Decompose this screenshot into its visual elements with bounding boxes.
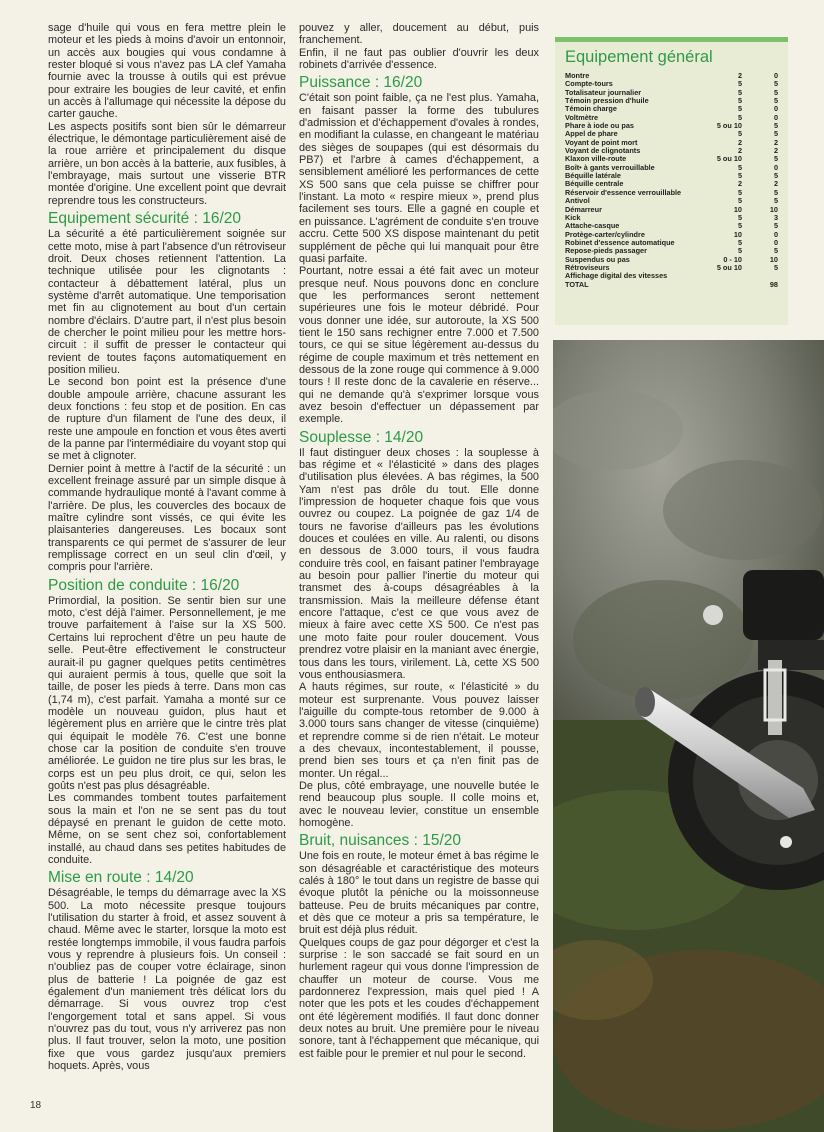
equipment-score: 10 [769,254,778,264]
equipment-max: 5 ou 10 [716,154,742,164]
paragraph: Il faut distinguer deux choses : la souplesse à bas régime et « l'élasticité » dans des plages d'utilisation plus élevées. A bas régimes, la 500 Yam n'est pas drôle du tout. Elle donne l'impression de hoqueter chaque fois que vous ouvrez ou coupez. La poignée de gaz 1/4 de tours ne favorise d'ailleurs pas les évolutions douces et coulées en ville. Au ralenti, ou disons en dessous de 3.000 tours, il vous faudra conduire très cool, en faisant patiner l'embrayage au besoin pour pallier l'inertie du moteur qui transmet des à-coups désagréables à la transmission. Mais la meilleure défense étant encore l'attaque, c'est ce que vous avez de mieux à faire avec cette XS 500. Ce n'est pas une moto faite pour rouler doucement. Vous prendrez votre plaisir en la maniant avec énergie, tous dans les tours, virilement. Là, cette XS 500 vous enthousiasmera. [299,446,539,681]
equipment-score: 0 [773,104,778,114]
article-column-left [48,22,286,1073]
equipment-row [565,272,778,280]
equipment-max: 5 [737,212,742,222]
page-number: 18 [30,1100,42,1111]
article-column-middle [299,22,539,1060]
equipment-label: Protège-carter/cylindre [565,230,645,239]
equipment-label: Antivol [565,197,590,206]
paragraph: La sécurité a été particulièrement soignée sur cette moto, mise à part l'absence d'un rétroviseur droit. Deux choses retiennent l'attention. La technique utilisée pour les clignotants : contacteur à débattement latéral, plus un système d'arrêt automatique. Une temporisation met fin au clignotement au bout d'un certain nombre d'éclairs. D'autre part, il n'est plus besoin de chercher le point milieu pour les mettre hors-circuit : il suffit de presser le contacteur qui revient de toutes façons automatiquement en position milieu. [48,228,286,376]
equipment-score: 5 [773,196,778,206]
equipment-max: 5 [737,187,742,197]
equipment-score: 5 [773,96,778,106]
equipment-max: 5 [737,196,742,206]
equipment-label: Voyant de clignotants [565,147,641,156]
equipment-label: Démarreur [565,205,602,214]
equipment-max: 5 [737,87,742,97]
equipment-label: Robinet d'essence automatique [565,238,675,247]
paragraph: Les aspects positifs sont bien sûr le démarreur électrique, le démontage particulièrement aisé de la roue arrière et principalement du disque arrière, un bon accès à la batterie, aux fusibles, à l'embrayage, mais surtout une visserie BTR montée d'origine. Une excellent point que devrait reprendre tous les constructeurs. [48,120,286,207]
equipment-max: 5 [737,221,742,231]
equipment-label: Totalisateur journalier [565,88,642,97]
top-margin [553,0,824,33]
equipment-label: Suspendus ou pas [565,255,630,264]
paragraph: Pourtant, notre essai a été fait avec un moteur presque neuf. Nous pouvons donc en conclure que les performances seront nettement supérieures une fois le moteur débridé. Pour vous donner une idée, sur autoroute, la XS 500 tient le 150 sans rechigner entre 7.000 et 7.500 tours, ce qui se situe légèrement au-dessus du régime de couple maximum et très nettement en dessous de la zone rouge qui commence à 9.000 tours ! Il reste donc de la cavalerie en réserve... qui ne demande qu'à s'exprimer lorsque vous avez besoin d'effectuer un dépassement par exemple. [299,265,539,426]
equipment-max [706,281,742,289]
equipment-row [565,72,778,80]
equipment-score: 2 [773,137,778,147]
equipment-score: 0 [773,237,778,247]
equipment-score: 5 [773,246,778,256]
equipment-row [565,172,778,180]
equipment-max: 2 [737,137,742,147]
equipment-label: Réservoir d'essence verrouillable [565,188,682,197]
paragraph: Le second bon point est la présence d'une double ampoule arrière, chacune assurant les deux fonctions : feu stop et de position. En cas de rupture d'un filament de l'une des deux, il reste une ampoule en fonction et vous êtes averti de la panne par l'intermédiaire du voyant stop qui se met à clignoter. [48,376,286,463]
equipment-row [565,222,778,230]
motorcycle-photo [553,340,824,1132]
paragraph: A hauts régimes, sur route, « l'élasticité » du moteur est surprenante. Vous pouvez laisser l'aiguille du compte-tous retomber de 9.000 à 3.000 tours sans changer de vitesse (cinquième) et reprendre comme si de rien n'était. Le moteur a des chevaux, incontestablement, il pousse, prend bien ses tours et ça n'en finit pas de monter. Un régal... [299,681,539,780]
equipment-max: 2 [737,71,742,80]
equipment-label: Rétroviseurs [565,263,610,272]
equipment-score: 5 [773,154,778,164]
equipment-score: 5 [773,262,778,272]
equipment-title: Equipement général [565,48,713,66]
equipment-row [565,139,778,147]
equipment-row [565,122,778,130]
equipment-row [565,97,778,105]
section-heading: Equipement sécurité : 16/20 [48,210,242,228]
equipment-row [565,164,778,172]
equipment-score: 5 [773,221,778,231]
paragraph: Quelques coups de gaz pour dégorger et c'est la surprise : le son saccadé se fait sourd en un hurlement rageur qui vous donne l'impression de chauffer un moteur de course. Vous me pardonnerez l'expression, mais quel pied ! A noter que les pots et les coudes d'échappement ont été légèrement modifiés. Il faut donc donner deux notes au bruit. Une première pour le niveau sonore, tant à l'échappement que mécanique, qui est faible pour le premier et nul pour le second. [299,936,539,1060]
equipment-row [565,147,778,155]
paragraph: De plus, côté embrayage, une nouvelle butée le rend beaucoup plus souple. Il colle moins et, avec le nouveau levier, constitue un ensemble homogène. [299,779,539,829]
equipment-max: 2 [737,146,742,156]
equipment-score: 0 [773,112,778,122]
equipment-label: Témoin pression d'huile [565,97,649,106]
equipment-max: 0 - 10 [723,254,742,264]
paragraph: Dernier point à mettre à l'actif de la sécurité : un excellent freinage assuré par un simple disque à commande hydraulique monté à l'avant comme à l'arrière. De plus, les couvercles des bocaux de maître cylindre sont vissés, ce qui évite les plaisanteries dangereuses. Les bocaux sont transparents ce qui permet de s'assurer de leur remplissage correct en un seul clin d'œil, y compris pour l'arrière. [48,462,286,574]
paragraph: Primordial, la position. Se sentir bien sur une moto, c'est déjà l'aimer. Personnellement, je me trouve parfaitement à l'aise sur la XS 500. Certains lui reprochent d'être un peu haute de selle. Peut-être effectivement le constructeur aurait-il pu gagner quelques petits centimètres qui auraient permis à tous, quelle que soit la taille, de poser les pieds à terre. Dans mon cas (1,74 m), c'est parfait. Yamaha a monté sur ce modèle un nouveau guidon, plus haut et légèrement plus en arrière que le cintre très plat qui équipait le modèle 76. C'est une bonne chose car la position de conduite s'en trouve améliorée. Le guidon ne tire plus sur les bras, le corps est un peu plus droit, ce qui, selon les goûts n'est pas plus désagréable. [48,594,286,792]
paragraph: Les commandes tombent toutes parfaitement sous la main et l'on ne se sent pas du tout dépaysé en prenant le guidon de cette moto. Même, on se sent chez soi, confortablement installé, au chaud dans ses petites habitudes de conduite. [48,792,286,866]
equipment-score: 5 [773,129,778,139]
equipment-label: Montre [565,72,590,80]
equipment-label: Attache-casque [565,222,620,231]
equipment-label: Repose-pieds passager [565,247,647,256]
equipment-score: 5 [773,79,778,89]
section-heading: Mise en route : 14/20 [48,869,194,887]
equipment-row [565,281,778,289]
equipment-max: 5 ou 10 [716,121,742,131]
equipment-score: 3 [773,212,778,222]
equipment-row [565,231,778,239]
equipment-max: 10 [733,204,742,214]
equipment-score: 0 [773,229,778,239]
equipment-label: Kick [565,213,581,222]
equipment-score: 0 [773,71,778,80]
equipment-label: Klaxon ville-route [565,155,627,164]
paragraph: Enfin, il ne faut pas oublier d'ouvrir les deux robinets d'arrivée d'essence. [299,46,539,72]
equipment-score: 5 [773,87,778,97]
equipment-max: 5 [737,79,742,89]
equipment-row [565,105,778,113]
paragraph: C'était son point faible, ça ne l'est plus. Yamaha, en faisant passer la forme des tubulures d'admission et d'échappement d'ovales à rondes, en modifiant la culasse, en changeant le matériau des sièges de soupapes (qui est désormais du PB7) et l'arbre à cames d'échappement, a sensiblement amélioré les performances de cette XS 500 sans que cela puisse se chiffrer pour l'instant. La moto « respire mieux », prend plus facilement ses tours. Elle a gagné en couple et en puissance. L'agrément de conduite s'en trouve accru. Cette 500 XS dispose maintenant du petit supplément de pêche qui lui manquait pour être quasi parfaite. [299,92,539,265]
equipment-max [706,272,742,280]
equipment-max: 5 [737,171,742,181]
equipment-label: Appel de phare [565,130,618,139]
equipment-max: 5 [737,129,742,139]
equipment-max: 5 [737,104,742,114]
equipment-row [565,256,778,264]
section-heading: Souplesse : 14/20 [299,428,424,446]
equipment-row [565,89,778,97]
paragraph: Une fois en route, le moteur émet à bas régime le son désagréable et caractéristique des moteurs calés à 180° le tout dans un registre de basse qui évoque plutôt la péniche ou la moissonneuse batteuse. Peu de bruits mécaniques par contre, et dès que ce moteur a pris sa température, le bruit est déjà plus réduit. [299,850,539,937]
equipment-max: 5 ou 10 [716,262,742,272]
equipment-label: Compte-tours [565,80,613,89]
photo-illustration [553,340,824,1132]
section-heading: Puissance : 16/20 [299,74,423,92]
equipment-max: 10 [733,229,742,239]
equipment-max: 2 [737,179,742,189]
equipment-label: Béquille centrale [565,180,624,189]
equipment-score: 10 [769,204,778,214]
paragraph: sage d'huile qui vous en fera mettre plein le moteur et les pieds à moins d'avoir un entonnoir, un accès aux bougies qui vous condamne à rester bloqué si vous n'avez pas LA clef Yamaha fournie avec la trousse à outils qui est prévue pour extraire les bougies de leur cavité, et enfin un accès à l'allumage qui nécessite la dépose du carter gauche. [48,22,286,121]
equipment-row [565,180,778,188]
equipment-score: 5 [773,121,778,131]
equipment-label: TOTAL [565,280,589,289]
equipment-max: 5 [737,246,742,256]
equipment-score: 98 [769,279,778,289]
equipment-score: 5 [773,171,778,181]
section-heading: Position de conduite : 16/20 [48,576,240,594]
paragraph: Désagréable, le temps du démarrage avec la XS 500. La moto nécessite presque toujours l'utilisation du starter à froid, et assez souvent à chaud. Même avec le starter, lorsque la moto est restée longtemps immobile, il vous faudra parfois vous y reprendre à plusieurs fois. Un conseil : n'oubliez pas de couper votre éclairage, sinon plus de batterie ! La poignée de gaz est également d'un maniement très délicat lors du démarrage. Si vous ouvrez trop c'est l'engorgement total et sans appel. Si vous n'ouvrez pas du tout, vous n'y arriverez pas non plus. Il faut trouver, selon la moto, une position fixe que vous gardez jusqu'aux premiers hoquets. Après, vous [48,887,286,1073]
equipment-max: 5 [737,162,742,172]
equipment-row [565,197,778,205]
equipment-row [565,80,778,88]
equipment-row [565,206,778,214]
equipment-label: Béquille latérale [565,172,621,181]
equipment-max: 5 [737,237,742,247]
paragraph: pouvez y aller, doucement au début, puis franchement. [299,22,539,47]
equipment-score: 2 [773,179,778,189]
equipment-max: 5 [737,96,742,106]
equipment-score: 2 [773,146,778,156]
equipment-table [565,72,778,289]
equipment-row [565,264,778,272]
equipment-row [565,214,778,222]
equipment-max: 5 [737,112,742,122]
equipment-score: 0 [773,162,778,172]
equipment-row [565,130,778,138]
equipment-label: Voltmètre [565,113,599,122]
equipment-label: Boît• à gants verrouillable [565,163,655,172]
equipment-label: Affichage digital des vitesses [565,272,668,281]
equipment-label: Voyant de point mort [565,138,638,147]
equipment-score: 5 [773,187,778,197]
equipment-label: Témoin charge [565,105,617,114]
equipment-row [565,247,778,255]
equipment-label: Phare à iode ou pas [565,122,634,131]
equipment-row [565,114,778,122]
section-heading: Bruit, nuisances : 15/20 [299,832,461,850]
equipment-box [555,37,788,325]
equipment-row [565,189,778,197]
equipment-row [565,239,778,247]
equipment-row [565,155,778,163]
